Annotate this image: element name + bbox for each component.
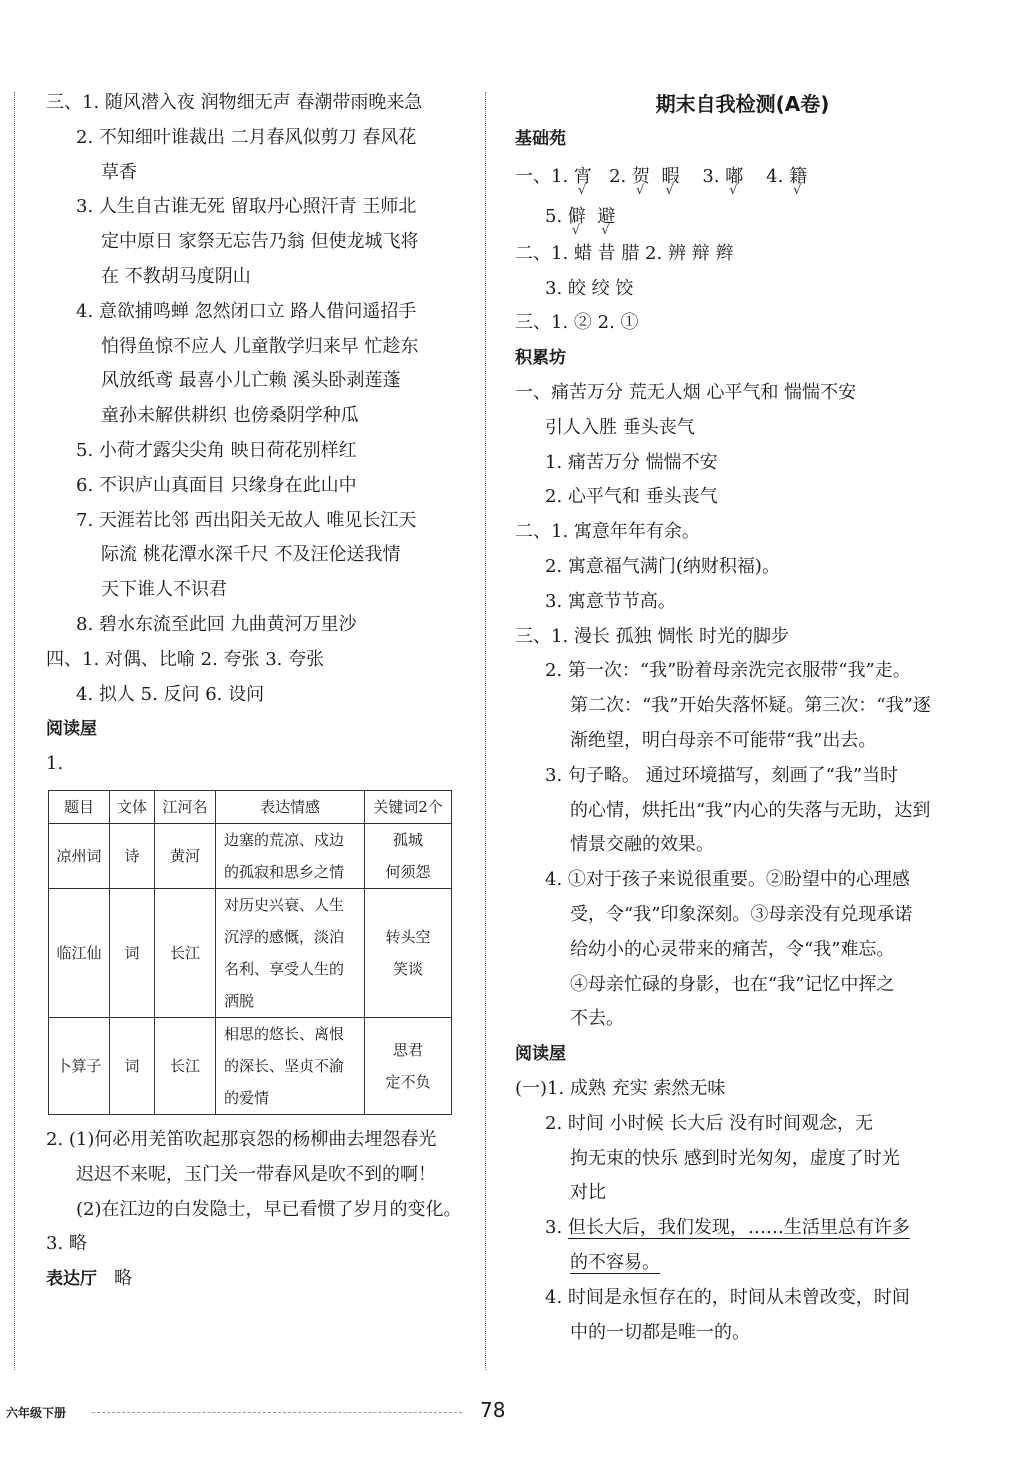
answer-line: 5. 小荷才露尖尖角 映日荷花别样红 [76, 439, 357, 461]
answer-line: 四、1. 对偶、比喻 2. 夸张 3. 夸张 [46, 648, 325, 670]
corrected-char: 贺 √ [632, 157, 650, 197]
emotion-line: 相思的悠长、离恨 [224, 1024, 345, 1043]
center-column-rule [485, 92, 486, 1370]
answer-line: 8. 碧水东流至此回 九曲黄河万里沙 [76, 613, 357, 635]
corrected-char: 嘟 √ [725, 157, 743, 197]
accumulation-section-title: 积累坊 [515, 348, 566, 369]
table-cell-genre: 词 [110, 1017, 155, 1114]
answer-line: 7. 天涯若比邻 西出阳关无故人 唯见长江天 [76, 509, 417, 531]
table-cell-emotion [216, 1017, 365, 1114]
item-label: 4. [766, 165, 784, 187]
answer-line: 在 不教胡马度阴山 [101, 265, 251, 287]
answer-line: 一、痛苦万分 荒无人烟 心平气和 惴惴不安 [515, 381, 857, 403]
right-lines-final [515, 1281, 930, 1351]
answer-line: 草香 [101, 161, 137, 183]
item-label: 一、1. [515, 165, 569, 187]
emotion-line: 的孤寂和思乡之情 [224, 862, 345, 881]
table-cell-title: 卜算子 [49, 1017, 110, 1114]
answer-line: 3. 皎 绞 饺 [545, 277, 634, 299]
keyword: 转头空 [385, 927, 431, 946]
corrected-char: 僻 √ [568, 197, 586, 237]
corrected-char: 暇 √ [661, 157, 679, 197]
answer-line: ④母亲忙碌的身影，也在“我”记忆中挥之 [570, 973, 895, 995]
answer-line: 二、1. 寓意年年有余。 [515, 521, 700, 543]
answer-line: 第二次：“我”开始失落怀疑。第三次：“我”逐 [570, 695, 931, 717]
emotion-line: 的爱情 [224, 1088, 270, 1107]
grade-label: 六年级下册 [6, 1406, 67, 1420]
item-label: 2. [609, 165, 627, 187]
left-answer-lines [46, 86, 461, 712]
answer-line: 给幼小的心灵带来的痛苦，令“我”难忘。 [570, 938, 895, 960]
table-header: 表达情感 [216, 790, 365, 823]
answer-line: 6. 不识庐山真面目 只缘身在此山中 [76, 474, 357, 496]
table-cell-title: 凉州词 [49, 823, 110, 888]
answer-line [515, 1211, 930, 1246]
underlined-quote: 的不容易。 [570, 1251, 660, 1273]
answer-line: 对比 [570, 1182, 606, 1204]
keyword: 何须怨 [385, 862, 431, 881]
correction-row-1 [515, 157, 930, 197]
answer-line: 受，令“我”印象深刻。③母亲没有兑现承诺 [570, 903, 913, 925]
corrected-char: 籍 √ [789, 157, 807, 197]
corrected-char: 避 √ [597, 197, 615, 237]
answer-line: 3. 寓意节节高。 [545, 590, 676, 612]
answer-line: 渐绝望，明白母亲不可能带“我”出去。 [570, 729, 877, 751]
item-label: 3. [545, 1217, 563, 1239]
emotion-line: 名利、享受人生的 [224, 959, 345, 978]
answer-line: 定中原日 家祭无忘告乃翁 但使龙城飞将 [101, 231, 419, 253]
answer-line: 3. 人生自古谁无死 留取丹心照汗青 王师北 [76, 196, 417, 218]
table-row [49, 888, 452, 1017]
reading-section-title: 阅读屋 [46, 719, 97, 740]
item-label: 5. [545, 205, 563, 227]
answer-line: 3. 句子略。 通过环境描写，刻画了“我”当时 [545, 764, 899, 786]
correction-row-2 [515, 197, 930, 237]
answer-line: 引人入胜 垂头丧气 [545, 416, 695, 438]
answer-line: 的心情，烘托出“我”内心的失落与无助，达到 [570, 799, 931, 821]
answer-line: 4. ①对于孩子来说很重要。②盼望中的心理感 [545, 869, 910, 891]
question-1-label: 1. [46, 753, 64, 775]
table-cell-genre: 诗 [110, 823, 155, 888]
emotion-line: 的深长、坚贞不渝 [224, 1056, 345, 1075]
answer-line: 际流 桃花潭水深千尺 不及汪伦送我情 [101, 544, 401, 566]
table-cell-keywords [365, 1017, 452, 1114]
left-margin-rule [14, 92, 15, 1370]
right-lines-accumulation [515, 376, 930, 1037]
table-row [49, 823, 452, 888]
answer-line: 4. 时间是永恒存在的，时间从未曾改变，时间 [545, 1286, 910, 1308]
express-line [46, 1262, 461, 1297]
answer-line: 拘无束的快乐 感到时光匆匆，虚度了时光 [570, 1147, 900, 1169]
page-number: 78 [480, 1398, 506, 1422]
answer-line: 童孙未解供耕织 也傍桑阴学种瓜 [101, 405, 359, 427]
underlined-quote: 但长大后，我们发现，……生活里总有许多 [567, 1217, 910, 1239]
answer-line: 2. 心平气和 垂头丧气 [545, 486, 718, 508]
table-cell-keywords [365, 823, 452, 888]
express-section-title: 表达厅 [46, 1269, 97, 1290]
answer-line: 3. 略 [46, 1233, 87, 1255]
item-label: 3. [702, 165, 720, 187]
table-cell-river: 长江 [155, 1017, 216, 1114]
keyword: 笑谈 [392, 959, 423, 978]
exam-title: 期末自我检测(A卷) [655, 92, 830, 116]
table-header: 文体 [110, 790, 155, 823]
answer-line: 2. (1)何必用羌笛吹起那哀怨的杨柳曲去埋怨春光 [46, 1128, 437, 1150]
emotion-line: 对历史兴衰、人生 [224, 895, 345, 914]
answer-line: 迟迟不来呢，玉门关一带春风是吹不到的啊！ [76, 1163, 436, 1185]
table-cell-genre: 词 [110, 888, 155, 1017]
answer-line: 不去。 [570, 1008, 624, 1030]
answer-line: 风放纸鸢 最喜小儿亡赖 溪头卧剥莲蓬 [101, 370, 401, 392]
answer-line: 三、1. ② 2. ① [515, 312, 639, 334]
table-cell-river: 长江 [155, 888, 216, 1017]
answer-line: 1. 痛苦万分 惴惴不安 [545, 451, 718, 473]
poem-table [48, 790, 452, 1115]
table-header-row [49, 790, 452, 823]
table-cell-keywords [365, 888, 452, 1017]
table-header: 题目 [49, 790, 110, 823]
table-header: 关键词2个 [365, 790, 452, 823]
answer-line [515, 1246, 930, 1281]
right-column [515, 86, 930, 1350]
reading-section-title-right: 阅读屋 [515, 1044, 566, 1065]
left-column [46, 86, 461, 1297]
answer-line: 2. 时间 小时候 长大后 没有时间观念，无 [545, 1112, 874, 1134]
answer-line: 二、1. 蜡 昔 腊 2. 辨 辩 辫 [515, 242, 734, 264]
table-cell-title: 临江仙 [49, 888, 110, 1017]
answer-line: 4. 拟人 5. 反问 6. 设问 [76, 683, 265, 705]
answer-line: 天下谁人不识君 [101, 579, 227, 601]
express-answer: 略 [114, 1268, 133, 1290]
footer-dotted-line [92, 1412, 462, 1413]
table-cell-emotion [216, 888, 365, 1017]
answer-line: 中的一切都是唯一的。 [570, 1321, 750, 1343]
emotion-line: 边塞的荒凉、戍边 [224, 830, 345, 849]
answer-line: 2. 不知细叶谁裁出 二月春风似剪刀 春风花 [76, 126, 417, 148]
answer-line: 4. 意欲捕鸣蝉 忽然闭口立 路人借问遥招手 [76, 300, 417, 322]
table-row [49, 1017, 452, 1114]
answer-line: 情景交融的效果。 [570, 834, 714, 856]
right-lines-reading [515, 1072, 930, 1211]
emotion-line: 洒脱 [224, 991, 255, 1010]
table-cell-emotion [216, 823, 365, 888]
left-after-table-lines [46, 1123, 461, 1262]
table-header: 江河名 [155, 790, 216, 823]
answer-line: 怕得鱼惊不应人 儿童散学归来早 忙趁东 [101, 335, 419, 357]
table-cell-river: 黄河 [155, 823, 216, 888]
basics-section-title: 基础苑 [515, 129, 566, 149]
answer-line: 三、1. 随风潜入夜 润物细无声 春潮带雨晚来急 [46, 92, 423, 113]
answer-line: 2. 第一次：“我”盼着母亲洗完衣服带“我”走。 [545, 660, 911, 682]
answer-line: 2. 寓意福气满门(纳财积福)。 [545, 555, 780, 577]
answer-line: (2)在江边的白发隐士，早已看惯了岁月的变化。 [76, 1198, 462, 1220]
answer-line: (一)1. 成熟 充实 索然无味 [515, 1077, 726, 1099]
emotion-line: 沉浮的感慨，淡泊 [224, 927, 345, 946]
keyword: 思君 [392, 1040, 423, 1059]
corrected-char: 宵 √ [574, 157, 592, 197]
answer-line: 三、1. 漫长 孤独 惆怅 时光的脚步 [515, 625, 790, 647]
right-lines-basics [515, 237, 930, 341]
keyword: 孤城 [392, 830, 423, 849]
keyword: 定不负 [385, 1072, 431, 1091]
